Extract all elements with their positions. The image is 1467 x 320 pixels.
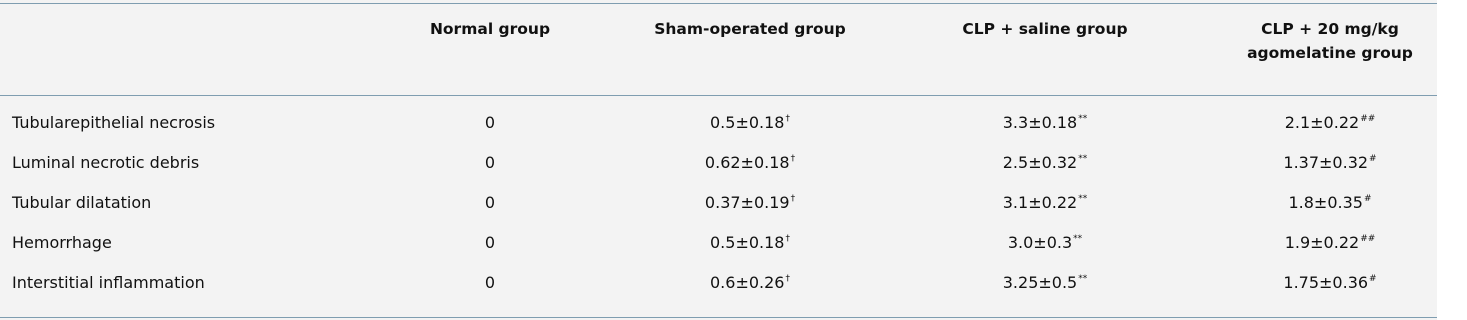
significance-mark: ##: [1360, 234, 1376, 244]
cell-normal-value: 0: [484, 113, 496, 132]
header-sham-operated-group: Sham-operated group: [654, 20, 846, 38]
cell-agomelatine-value: [1200, 233, 1460, 252]
significance-mark: **: [1078, 194, 1088, 204]
cell-saline-value: [910, 273, 1180, 292]
value-text: 3.1±0.22: [1002, 193, 1078, 212]
value-text: 1.8±0.35: [1288, 193, 1363, 212]
cell-sham-value: [620, 233, 880, 252]
row-label: Interstitial inflammation: [12, 273, 205, 292]
significance-mark: **: [1073, 234, 1083, 244]
cell-sham-value: [620, 273, 880, 292]
value-text: 0.5±0.18: [710, 113, 785, 132]
cell-normal-value: 0: [484, 233, 496, 252]
header-clp-agomelatine-line2: agomelatine group: [1247, 44, 1413, 62]
table-bottom-rule: [0, 317, 1437, 318]
row-label: Luminal necrotic debris: [12, 153, 200, 172]
significance-mark: †: [785, 114, 790, 124]
significance-mark: †: [785, 274, 790, 284]
table-header-rule: [0, 95, 1437, 96]
value-text: 3.25±0.5: [1002, 273, 1078, 292]
header-normal-group: Normal group: [429, 20, 551, 38]
value-text: 3.0±0.3: [1007, 233, 1073, 252]
significance-mark: #: [1369, 154, 1377, 164]
value-text: 0.37±0.19: [704, 193, 790, 212]
cell-normal-value: 0: [484, 273, 496, 292]
significance-mark: **: [1078, 114, 1088, 124]
significance-mark: ##: [1360, 114, 1376, 124]
header-clp-agomelatine-group: [1200, 17, 1460, 65]
cell-saline-value: [910, 233, 1180, 252]
header-clp-saline-group: CLP + saline group: [962, 20, 1128, 38]
significance-mark: #: [1369, 274, 1377, 284]
row-label: Hemorrhage: [12, 233, 112, 252]
value-text: 3.3±0.18: [1002, 113, 1078, 132]
cell-saline-value: [910, 193, 1180, 212]
cell-sham-value: [620, 193, 880, 212]
cell-sham-value: [620, 113, 880, 132]
significance-mark: **: [1078, 154, 1088, 164]
value-text: 0.62±0.18: [704, 153, 790, 172]
significance-mark: †: [785, 234, 790, 244]
cell-saline-value: [910, 153, 1180, 172]
cell-agomelatine-value: [1200, 193, 1460, 212]
cell-agomelatine-value: [1200, 273, 1460, 292]
cell-sham-value: [620, 153, 880, 172]
significance-mark: †: [790, 154, 796, 164]
header-clp-agomelatine-line1: CLP + 20 mg/kg: [1261, 20, 1399, 38]
value-text: 0.5±0.18: [710, 233, 785, 252]
row-label: Tubular dilatation: [12, 193, 152, 212]
cell-saline-value: [910, 113, 1180, 132]
cell-agomelatine-value: [1200, 113, 1460, 132]
significance-mark: †: [790, 194, 796, 204]
value-text: 2.5±0.32: [1002, 153, 1078, 172]
value-text: 1.37±0.32: [1283, 153, 1369, 172]
cell-agomelatine-value: [1200, 153, 1460, 172]
significance-mark: #: [1363, 194, 1372, 204]
table-top-rule: [0, 3, 1437, 4]
significance-mark: **: [1078, 274, 1088, 284]
cell-normal-value: 0: [484, 153, 496, 172]
value-text: 2.1±0.22: [1284, 113, 1360, 132]
value-text: 0.6±0.26: [710, 273, 785, 292]
cell-normal-value: 0: [484, 193, 496, 212]
value-text: 1.9±0.22: [1284, 233, 1360, 252]
row-label: Tubularepithelial necrosis: [12, 113, 216, 132]
value-text: 1.75±0.36: [1283, 273, 1369, 292]
